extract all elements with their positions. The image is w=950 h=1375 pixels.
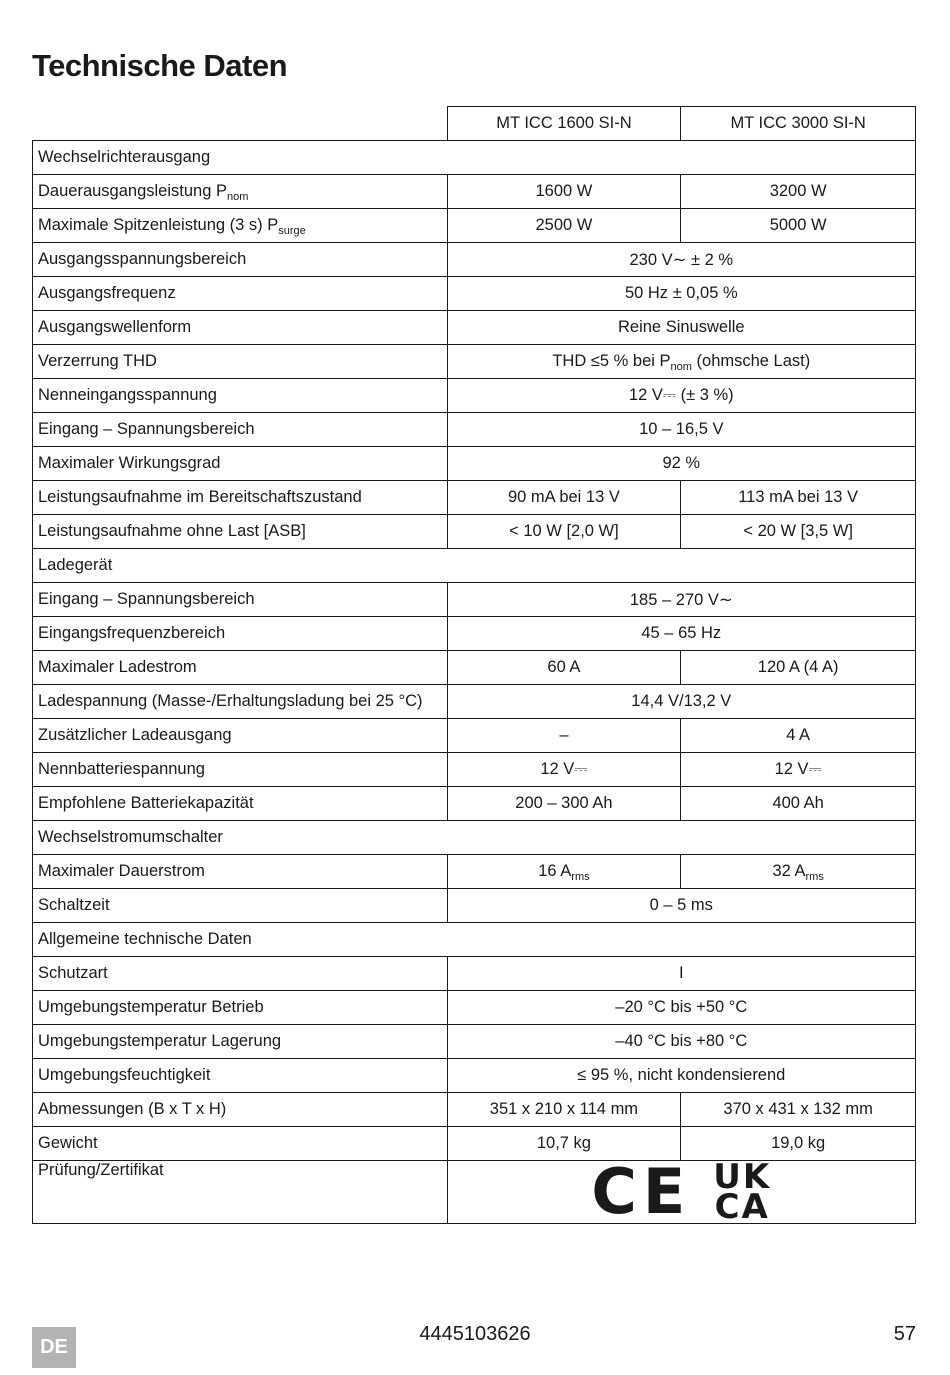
row-value-shared: Reine Sinuswelle (447, 311, 915, 345)
row-value-shared: 45 – 65 Hz (447, 617, 915, 651)
row-label: Verzerrung THD (33, 345, 448, 379)
row-label: Ausgangsspannungsbereich (33, 243, 448, 277)
row-label: Ausgangsfrequenz (33, 277, 448, 311)
ce-mark-icon: CE (591, 1155, 692, 1228)
table-header-row (33, 107, 916, 141)
row-value-3000: 32 $A_{rms}$ (681, 855, 916, 889)
row-value-shared: –20 °C bis +50 °C (447, 991, 915, 1025)
row-label: Prüfung/Zertifikat (33, 1161, 448, 1224)
row-value-3000: 12 V⎓ (681, 753, 916, 787)
table-row (33, 617, 916, 651)
table-row (33, 957, 916, 991)
section-row (33, 923, 916, 957)
model-header-3000: MT ICC 3000 SI-N (681, 107, 916, 141)
section-row (33, 141, 916, 175)
row-value-1600: 12 V⎓ (447, 753, 681, 787)
table-row (33, 855, 916, 889)
page-title: Technische Daten (32, 48, 288, 83)
table-row (33, 413, 916, 447)
table-row (33, 1059, 916, 1093)
row-value-3000: < 20 W [3,5 W] (681, 515, 916, 549)
table-row (33, 345, 916, 379)
row-label: Eingang – Spannungsbereich (33, 413, 448, 447)
row-value-1600: 351 x 210 x 114 mm (447, 1093, 681, 1127)
section-row (33, 821, 916, 855)
table-row (33, 1025, 916, 1059)
document-number: 4445103626 (419, 1323, 531, 1345)
ukca-mark-bottom: CA (714, 1187, 770, 1227)
table-row (33, 311, 916, 345)
row-label: Nenneingangsspannung (33, 379, 448, 413)
row-value-shared: 12 V⎓ (± 3 %) (447, 379, 915, 413)
row-value-shared: 92 % (447, 447, 915, 481)
row-value-shared: 14,4 V/13,2 V (447, 685, 915, 719)
row-value-3000: 4 A (681, 719, 916, 753)
row-label: Maximaler Dauerstrom (33, 855, 448, 889)
row-value-3000: 5000 W (681, 209, 916, 243)
table-row (33, 1093, 916, 1127)
row-label: Maximaler Ladestrom (33, 651, 448, 685)
row-value-1600: 90 mA bei 13 V (447, 481, 681, 515)
row-label: Eingang – Spannungsbereich (33, 583, 448, 617)
row-label: Umgebungsfeuchtigkeit (33, 1059, 448, 1093)
row-label: Ausgangswellenform (33, 311, 448, 345)
row-label: Gewicht (33, 1127, 448, 1161)
row-value-1600: < 10 W [2,0 W] (447, 515, 681, 549)
ukca-mark-top: UK (713, 1157, 772, 1197)
row-value-1600: 2500 W (447, 209, 681, 243)
table-row (33, 685, 916, 719)
row-value-1600: 60 A (447, 651, 681, 685)
certification-marks (447, 1155, 915, 1228)
row-label: Zusätzlicher Ladeausgang (33, 719, 448, 753)
row-label: Umgebungstemperatur Betrieb (33, 991, 448, 1025)
table-row (33, 379, 916, 413)
table-row (33, 583, 916, 617)
table-row (33, 787, 916, 821)
row-value-shared: 230 V∼ ± 2 % (447, 243, 915, 277)
table-row (33, 447, 916, 481)
row-value-shared: 0 – 5 ms (447, 889, 915, 923)
language-badge: DE (32, 1327, 76, 1368)
section-title-general: Allgemeine technische Daten (33, 923, 916, 957)
table-row (33, 175, 916, 209)
row-value-3000: 113 mA bei 13 V (681, 481, 916, 515)
table-row (33, 515, 916, 549)
row-label: Nennbatteriespannung (33, 753, 448, 787)
spec-table (32, 106, 916, 1228)
row-value-1600: 16 $A_{rms}$ (447, 855, 681, 889)
row-value-3000: 400 Ah (681, 787, 916, 821)
row-label: Dauerausgangsleistung $P_{nom}$ (33, 175, 448, 209)
row-value-1600: 1600 W (447, 175, 681, 209)
table-row (33, 719, 916, 753)
row-label: Leistungsaufnahme ohne Last [ASB] (33, 515, 448, 549)
ukca-mark-icon (713, 1157, 772, 1227)
row-value-shared: 185 – 270 V∼ (447, 583, 915, 617)
section-title-transfer: Wechselstromumschalter (33, 821, 916, 855)
row-value-shared: 10 – 16,5 V (447, 413, 915, 447)
row-value-1600: – (447, 719, 681, 753)
row-label: Schaltzeit (33, 889, 448, 923)
table-row (33, 481, 916, 515)
row-label: Umgebungstemperatur Lagerung (33, 1025, 448, 1059)
row-label: Maximaler Wirkungsgrad (33, 447, 448, 481)
row-value-1600: 200 – 300 Ah (447, 787, 681, 821)
table-row (33, 243, 916, 277)
table-row (33, 1127, 916, 1161)
row-value-3000: 120 A (4 A) (681, 651, 916, 685)
table-row (33, 209, 916, 243)
row-value-shared: I (447, 957, 915, 991)
section-title-charger: Ladegerät (33, 549, 916, 583)
row-value-1600: 10,7 kg (447, 1127, 681, 1161)
page-number: 57 (893, 1323, 916, 1345)
row-value-shared: THD ≤5 % bei $P_{nom}$ (ohmsche Last) (447, 345, 915, 379)
row-label: Abmessungen (B x T x H) (33, 1093, 448, 1127)
row-value-shared: 50 Hz ± 0,05 % (447, 277, 915, 311)
row-label: Maximale Spitzenleistung (3 s) $P_{surge}$ (33, 209, 448, 243)
row-label: Schutzart (33, 957, 448, 991)
row-value-3000: 3200 W (681, 175, 916, 209)
row-value-shared: –40 °C bis +80 °C (447, 1025, 915, 1059)
table-row (33, 277, 916, 311)
row-value-3000: 19,0 kg (681, 1127, 916, 1161)
table-row (33, 991, 916, 1025)
table-row (33, 753, 916, 787)
row-value-3000: 370 x 431 x 132 mm (681, 1093, 916, 1127)
table-row (33, 651, 916, 685)
model-header-1600: MT ICC 1600 SI-N (447, 107, 681, 141)
section-title-inverter: Wechselrichterausgang (33, 141, 916, 175)
row-label: Empfohlene Batteriekapazität (33, 787, 448, 821)
row-label: Ladespannung (Masse-/Erhaltungsladung bei 25 °C) (33, 685, 448, 719)
table-row (33, 889, 916, 923)
table-row (33, 1161, 916, 1224)
header-blank-cell (33, 107, 448, 141)
row-label: Eingangsfrequenzbereich (33, 617, 448, 651)
row-label: Leistungsaufnahme im Bereitschaftszustand (33, 481, 448, 515)
row-value-shared: ≤ 95 %, nicht kondensierend (447, 1059, 915, 1093)
section-row (33, 549, 916, 583)
